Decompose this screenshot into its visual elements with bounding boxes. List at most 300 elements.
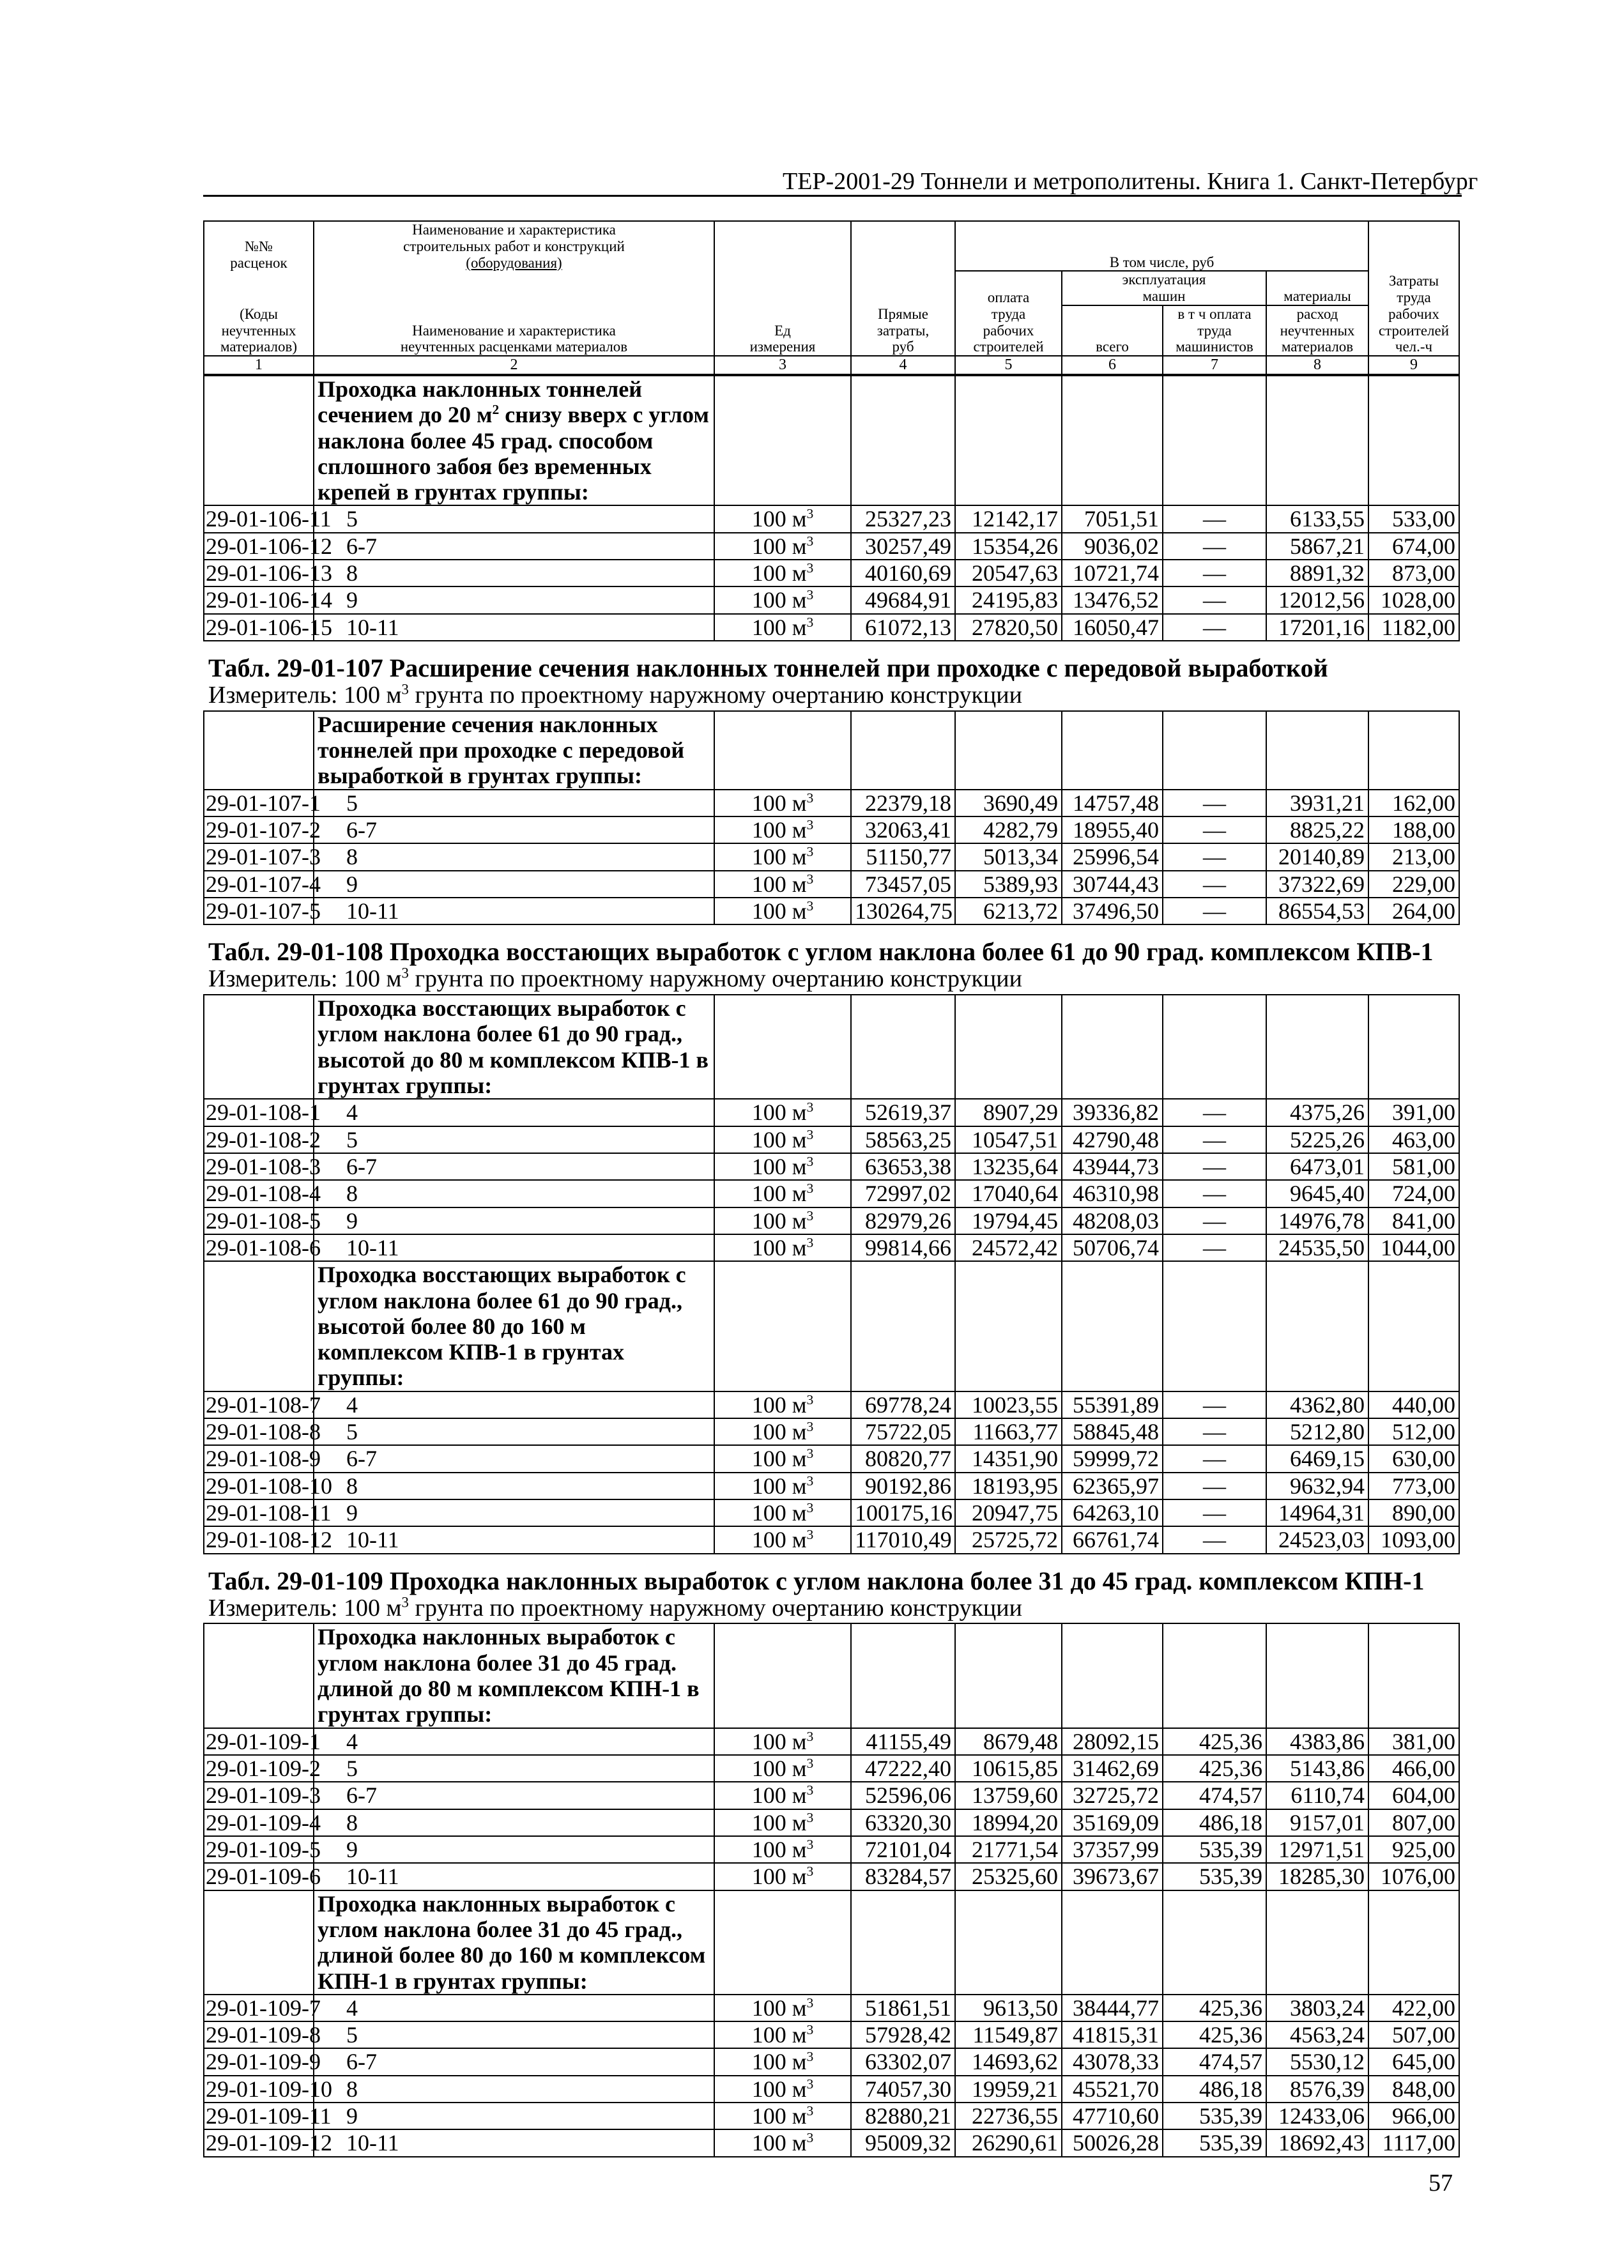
cell-group: 6-7 — [314, 816, 714, 843]
cell-group: 6-7 — [314, 2048, 714, 2075]
header-text: оплата — [987, 289, 1030, 305]
cell-operators: 535,39 — [1163, 1836, 1266, 1863]
cell-direct: 69778,24 — [851, 1391, 955, 1418]
cell-operators: 535,39 — [1163, 2129, 1266, 2156]
empty-cell — [1368, 376, 1459, 506]
cell-direct: 49684,91 — [851, 586, 955, 613]
work-description: Проходка восстающих выработок с углом наклона более 61 до 90 град., высотой более 80 до 160 м комплексом КПВ-1 в грунтах группы: — [314, 1261, 714, 1391]
table-row — [204, 816, 1459, 843]
cell-labor: 10615,85 — [955, 1755, 1062, 1782]
cell-labor: 27820,50 — [955, 614, 1062, 641]
cell-code: 29-01-109-1 — [204, 1728, 314, 1755]
cell-group: 9 — [314, 1836, 714, 1863]
cell-materials: 12012,56 — [1266, 586, 1368, 613]
cell-hours: 1076,00 — [1368, 1863, 1459, 1890]
header-text: (Коды — [240, 305, 278, 322]
work-description: Проходка наклонных тоннелей сечением до 20 $м^2$ снизу вверх с углом наклона более 45 град. способом сплошного забоя без временных крепей в грунтах группы: — [314, 376, 714, 506]
cell-group: 8 — [314, 1809, 714, 1836]
cell-machines: 41815,31 — [1062, 2021, 1163, 2048]
cell-code: 29-01-106-11 — [204, 505, 314, 532]
cell-direct: 73457,05 — [851, 871, 955, 898]
cell-materials: 12971,51 — [1266, 1836, 1368, 1863]
cell-direct: 117010,49 — [851, 1526, 955, 1553]
header-text: материалов — [1281, 339, 1354, 355]
cell-materials: 6469,15 — [1266, 1445, 1368, 1472]
cell-hours: 422,00 — [1368, 1995, 1459, 2021]
cell-code: 29-01-108-4 — [204, 1180, 314, 1207]
cell-code: 29-01-109-3 — [204, 1782, 314, 1809]
empty-cell — [955, 1623, 1062, 1728]
cell-operators: — — [1163, 898, 1266, 924]
rates-table — [203, 994, 1460, 1554]
cell-labor: 8679,48 — [955, 1728, 1062, 1755]
cell-machines: 37496,50 — [1062, 898, 1163, 924]
cell-unit: 100 $м^3$ — [714, 1499, 851, 1526]
table-row — [204, 1782, 1459, 1809]
cell-machines: 50706,74 — [1062, 1234, 1163, 1261]
cell-hours: 1044,00 — [1368, 1234, 1459, 1261]
cell-materials: 8891,32 — [1266, 560, 1368, 586]
cell-machines: 50026,28 — [1062, 2129, 1163, 2156]
rates-table — [203, 1623, 1460, 2157]
cell-hours: 674,00 — [1368, 533, 1459, 560]
cell-labor: 25725,72 — [955, 1526, 1062, 1553]
cell-labor: 19794,45 — [955, 1207, 1062, 1234]
cell-direct: 100175,16 — [851, 1499, 955, 1526]
empty-cell — [1266, 1261, 1368, 1391]
cell-materials: 14976,78 — [1266, 1207, 1368, 1234]
cell-materials: 18285,30 — [1266, 1863, 1368, 1890]
cell-hours: 645,00 — [1368, 2048, 1459, 2075]
header-text: строителей — [973, 339, 1044, 355]
cell-operators: 425,36 — [1163, 2021, 1266, 2048]
column-number: 1 — [204, 356, 314, 374]
cell-machines: 45521,70 — [1062, 2076, 1163, 2103]
cell-hours: 848,00 — [1368, 2076, 1459, 2103]
cell-code: 29-01-109-8 — [204, 2021, 314, 2048]
header-expl — [1062, 271, 1266, 305]
cell-labor: 26290,61 — [955, 2129, 1062, 2156]
cell-group: 4 — [314, 1099, 714, 1126]
header-text: машин — [1142, 288, 1186, 304]
empty-cell — [1368, 711, 1459, 790]
column-numbers-row — [204, 356, 1459, 374]
header-text: эксплуатация — [1122, 272, 1206, 288]
work-description: Расширение сечения наклонных тоннелей при проходке с передовой выработкой в грунтах группы: — [314, 711, 714, 790]
cell-operators: — — [1163, 1418, 1266, 1445]
cell-materials: 5867,21 — [1266, 533, 1368, 560]
table-row — [204, 843, 1459, 870]
cell-materials: 8576,39 — [1266, 2076, 1368, 2103]
cell-materials: 9157,01 — [1266, 1809, 1368, 1836]
cell-labor: 13235,64 — [955, 1153, 1062, 1180]
table-measure: Измеритель: 100 $м^3$ грунта по проектному наружному очертанию конструкции — [208, 965, 1022, 993]
cell-direct: 63653,38 — [851, 1153, 955, 1180]
cell-labor: 21771,54 — [955, 1836, 1062, 1863]
cell-hours: 463,00 — [1368, 1126, 1459, 1153]
cell-machines: 59999,72 — [1062, 1445, 1163, 1472]
cell-operators: 425,36 — [1163, 1995, 1266, 2021]
cell-hours: 1028,00 — [1368, 586, 1459, 613]
column-number: 9 — [1368, 356, 1459, 374]
cell-group: 8 — [314, 1180, 714, 1207]
empty-cell — [851, 995, 955, 1099]
table-row — [204, 898, 1459, 924]
cell-code: 29-01-109-6 — [204, 1863, 314, 1890]
cell-machines: 43944,73 — [1062, 1153, 1163, 1180]
table-row — [204, 871, 1459, 898]
cell-direct: 82880,21 — [851, 2103, 955, 2129]
cell-machines: 9036,02 — [1062, 533, 1163, 560]
empty-cell — [851, 1890, 955, 1995]
header-text: Прямые — [878, 305, 928, 322]
cell-group: 6-7 — [314, 1445, 714, 1472]
cell-materials: 4383,86 — [1266, 1728, 1368, 1755]
header-col3 — [714, 221, 851, 356]
cell-group: 9 — [314, 2103, 714, 2129]
cell-code: 29-01-106-14 — [204, 586, 314, 613]
cell-operators: 425,36 — [1163, 1728, 1266, 1755]
rates-sheet — [203, 220, 1459, 2157]
header-text: (оборудования) — [466, 254, 562, 271]
cell-labor: 5013,34 — [955, 843, 1062, 870]
cell-materials: 20140,89 — [1266, 843, 1368, 870]
cell-materials: 9645,40 — [1266, 1180, 1368, 1207]
cell-group: 5 — [314, 1126, 714, 1153]
header-text: труда — [991, 305, 1026, 322]
cell-operators: — — [1163, 560, 1266, 586]
header-text: Ед — [774, 322, 791, 339]
cell-direct: 72101,04 — [851, 1836, 955, 1863]
cell-operators: — — [1163, 505, 1266, 532]
header-text: руб — [892, 339, 914, 355]
cell-unit: 100 $м^3$ — [714, 2021, 851, 2048]
cell-materials: 24523,03 — [1266, 1526, 1368, 1553]
table-title: Табл. 29-01-109 Проходка наклонных выработок с углом наклона более 31 до 45 град. комплексом КПН-1 — [208, 1566, 1425, 1595]
cell-labor: 8907,29 — [955, 1099, 1062, 1126]
cell-group: 9 — [314, 586, 714, 613]
cell-unit: 100 $м^3$ — [714, 614, 851, 641]
cell-machines: 39673,67 — [1062, 1863, 1163, 1890]
cell-operators: — — [1163, 1499, 1266, 1526]
cell-code: 29-01-109-7 — [204, 1995, 314, 2021]
table-row — [204, 2021, 1459, 2048]
header-text: труда — [1197, 322, 1232, 339]
work-description: Проходка наклонных выработок с углом наклона более 31 до 45 град., длиной более 80 до 160 м комплексом КПН-1 в грунтах группы: — [314, 1890, 714, 1995]
cell-code: 29-01-108-1 — [204, 1099, 314, 1126]
cell-hours: 773,00 — [1368, 1473, 1459, 1499]
empty-cell — [1266, 1623, 1368, 1728]
cell-machines: 18955,40 — [1062, 816, 1163, 843]
empty-cell — [714, 1261, 851, 1391]
empty-cell — [204, 1623, 314, 1728]
cell-direct: 51150,77 — [851, 843, 955, 870]
cell-direct: 99814,66 — [851, 1234, 955, 1261]
header-col1-mid — [204, 271, 314, 305]
cell-unit: 100 $м^3$ — [714, 1782, 851, 1809]
cell-materials: 86554,53 — [1266, 898, 1368, 924]
description-row — [204, 1261, 1459, 1391]
cell-materials: 17201,16 — [1266, 614, 1368, 641]
cell-operators: — — [1163, 1391, 1266, 1418]
empty-cell — [1266, 376, 1368, 506]
cell-unit: 100 $м^3$ — [714, 1207, 851, 1234]
cell-unit: 100 $м^3$ — [714, 1445, 851, 1472]
cell-direct: 95009,32 — [851, 2129, 955, 2156]
cell-materials: 6110,74 — [1266, 1782, 1368, 1809]
cell-operators: 535,39 — [1163, 1863, 1266, 1890]
cell-machines: 58845,48 — [1062, 1418, 1163, 1445]
table-title: Табл. 29-01-107 Расширение сечения наклонных тоннелей при проходке с передовой выработкой — [208, 654, 1328, 682]
cell-machines: 32725,72 — [1062, 1782, 1163, 1809]
table-row — [204, 1995, 1459, 2021]
empty-cell — [1062, 1261, 1163, 1391]
header-col6: всего — [1062, 305, 1163, 356]
header-text: в т ч оплата — [1177, 305, 1252, 322]
cell-direct: 63302,07 — [851, 2048, 955, 2075]
cell-unit: 100 $м^3$ — [714, 871, 851, 898]
cell-labor: 4282,79 — [955, 816, 1062, 843]
cell-operators: — — [1163, 1126, 1266, 1153]
cell-operators: 425,36 — [1163, 1755, 1266, 1782]
cell-hours: 841,00 — [1368, 1207, 1459, 1234]
cell-group: 6-7 — [314, 1782, 714, 1809]
cell-operators: — — [1163, 586, 1266, 613]
cell-machines: 42790,48 — [1062, 1126, 1163, 1153]
cell-group: 10-11 — [314, 1863, 714, 1890]
cell-hours: 440,00 — [1368, 1391, 1459, 1418]
table-row — [204, 790, 1459, 816]
cell-code: 29-01-108-10 — [204, 1473, 314, 1499]
header-col2-bottom — [314, 305, 714, 356]
header-text: измерения — [749, 339, 816, 355]
empty-cell — [955, 711, 1062, 790]
header-text: расход — [1296, 305, 1338, 322]
header-incl: В том числе, руб — [955, 221, 1368, 271]
cell-machines: 14757,48 — [1062, 790, 1163, 816]
cell-group: 10-11 — [314, 2129, 714, 2156]
cell-group: 9 — [314, 1207, 714, 1234]
cell-hours: 724,00 — [1368, 1180, 1459, 1207]
header-text: чел.-ч — [1395, 339, 1433, 355]
cell-direct: 32063,41 — [851, 816, 955, 843]
cell-direct: 57928,42 — [851, 2021, 955, 2048]
cell-materials: 18692,43 — [1266, 2129, 1368, 2156]
cell-operators: — — [1163, 1445, 1266, 1472]
cell-labor: 18193,95 — [955, 1473, 1062, 1499]
cell-materials: 4362,80 — [1266, 1391, 1368, 1418]
cell-machines: 30744,43 — [1062, 871, 1163, 898]
cell-labor: 11549,87 — [955, 2021, 1062, 2048]
cell-code: 29-01-109-4 — [204, 1809, 314, 1836]
cell-labor: 3690,49 — [955, 790, 1062, 816]
cell-code: 29-01-109-2 — [204, 1755, 314, 1782]
table-row — [204, 614, 1459, 641]
cell-unit: 100 $м^3$ — [714, 1418, 851, 1445]
cell-code: 29-01-107-1 — [204, 790, 314, 816]
cell-labor: 25325,60 — [955, 1863, 1062, 1890]
cell-code: 29-01-108-7 — [204, 1391, 314, 1418]
sections — [203, 375, 1459, 2157]
cell-direct: 90192,86 — [851, 1473, 955, 1499]
cell-unit: 100 $м^3$ — [714, 2103, 851, 2129]
cell-hours: 466,00 — [1368, 1755, 1459, 1782]
empty-cell — [1163, 995, 1266, 1099]
table-row — [204, 1863, 1459, 1890]
table-row — [204, 1445, 1459, 1472]
cell-code: 29-01-108-5 — [204, 1207, 314, 1234]
cell-hours: 1093,00 — [1368, 1526, 1459, 1553]
table-row — [204, 2076, 1459, 2103]
header-text: расценок — [230, 254, 287, 271]
table-row — [204, 1836, 1459, 1863]
cell-labor: 19959,21 — [955, 2076, 1062, 2103]
cell-unit: 100 $м^3$ — [714, 1099, 851, 1126]
empty-cell — [851, 1261, 955, 1391]
empty-cell — [1062, 1623, 1163, 1728]
cell-code: 29-01-109-11 — [204, 2103, 314, 2129]
cell-code: 29-01-107-3 — [204, 843, 314, 870]
empty-cell — [955, 995, 1062, 1099]
empty-cell — [851, 711, 955, 790]
table-row — [204, 1153, 1459, 1180]
empty-cell — [1163, 1623, 1266, 1728]
cell-unit: 100 $м^3$ — [714, 1391, 851, 1418]
cell-materials: 6473,01 — [1266, 1153, 1368, 1180]
cell-machines: 39336,82 — [1062, 1099, 1163, 1126]
cell-operators: — — [1163, 1153, 1266, 1180]
cell-code: 29-01-108-2 — [204, 1126, 314, 1153]
cell-unit: 100 $м^3$ — [714, 586, 851, 613]
cell-group: 9 — [314, 871, 714, 898]
page-number: 57 — [1429, 2170, 1453, 2196]
empty-cell — [1266, 995, 1368, 1099]
cell-direct: 83284,57 — [851, 1863, 955, 1890]
header-col9 — [1368, 221, 1459, 356]
cell-code: 29-01-107-2 — [204, 816, 314, 843]
cell-group: 8 — [314, 2076, 714, 2103]
cell-direct: 22379,18 — [851, 790, 955, 816]
cell-materials: 37322,69 — [1266, 871, 1368, 898]
cell-unit: 100 $м^3$ — [714, 1526, 851, 1553]
empty-cell — [1163, 1890, 1266, 1995]
cell-unit: 100 $м^3$ — [714, 816, 851, 843]
table-row — [204, 1809, 1459, 1836]
cell-unit: 100 $м^3$ — [714, 1728, 851, 1755]
cell-machines: 16050,47 — [1062, 614, 1163, 641]
cell-unit: 100 $м^3$ — [714, 505, 851, 532]
table-row — [204, 560, 1459, 586]
cell-operators: — — [1163, 790, 1266, 816]
cell-operators: — — [1163, 1473, 1266, 1499]
cell-group: 4 — [314, 1728, 714, 1755]
table-row — [204, 2048, 1459, 2075]
rates-table — [203, 375, 1460, 641]
cell-labor: 12142,17 — [955, 505, 1062, 532]
table-title: Табл. 29-01-108 Проходка восстающих выработок с углом наклона более 61 до 90 град. комплексом КПВ-1 — [208, 937, 1434, 967]
cell-unit: 100 $м^3$ — [714, 1863, 851, 1890]
header-rule — [203, 195, 1462, 197]
header-text: рабочих — [983, 322, 1034, 339]
header-col2-top — [314, 221, 714, 271]
cell-hours: 162,00 — [1368, 790, 1459, 816]
header-col8 — [1266, 305, 1368, 356]
header-text: машинистов — [1176, 339, 1253, 355]
empty-cell — [851, 1623, 955, 1728]
header-text: №№ — [245, 238, 273, 254]
cell-machines: 55391,89 — [1062, 1391, 1163, 1418]
cell-labor: 11663,77 — [955, 1418, 1062, 1445]
table-row — [204, 1207, 1459, 1234]
cell-labor: 20947,75 — [955, 1499, 1062, 1526]
cell-hours: 188,00 — [1368, 816, 1459, 843]
cell-operators: — — [1163, 843, 1266, 870]
empty-cell — [1062, 711, 1163, 790]
cell-direct: 61072,13 — [851, 614, 955, 641]
header-text: рабочих — [1388, 305, 1439, 322]
cell-direct: 80820,77 — [851, 1445, 955, 1472]
cell-direct: 25327,23 — [851, 505, 955, 532]
header-text: неучтенных — [1280, 322, 1355, 339]
cell-hours: 213,00 — [1368, 843, 1459, 870]
table-row — [204, 1418, 1459, 1445]
cell-hours: 581,00 — [1368, 1153, 1459, 1180]
cell-labor: 18994,20 — [955, 1809, 1062, 1836]
header-col1-bottom — [204, 305, 314, 356]
empty-cell — [204, 995, 314, 1099]
cell-materials: 3931,21 — [1266, 790, 1368, 816]
cell-code: 29-01-108-3 — [204, 1153, 314, 1180]
cell-materials: 12433,06 — [1266, 2103, 1368, 2129]
cell-code: 29-01-108-11 — [204, 1499, 314, 1526]
description-row — [204, 1890, 1459, 1995]
cell-machines: 48208,03 — [1062, 1207, 1163, 1234]
table-row — [204, 505, 1459, 532]
header-text: Затраты — [1388, 273, 1439, 289]
cell-direct: 52619,37 — [851, 1099, 955, 1126]
column-number: 7 — [1163, 356, 1266, 374]
header-text: затраты, — [877, 322, 930, 339]
header-text: неучтенных расценками материалов — [400, 339, 628, 355]
column-number: 8 — [1266, 356, 1368, 374]
cell-materials: 24535,50 — [1266, 1234, 1368, 1261]
cell-machines: 35169,09 — [1062, 1809, 1163, 1836]
cell-hours: 533,00 — [1368, 505, 1459, 532]
cell-hours: 1117,00 — [1368, 2129, 1459, 2156]
cell-machines: 43078,33 — [1062, 2048, 1163, 2075]
table-row — [204, 586, 1459, 613]
cell-machines: 66761,74 — [1062, 1526, 1163, 1553]
header-text: строителей — [1378, 322, 1450, 339]
running-header: ТЕР-2001-29 Тоннели и метрополитены. Книга 1. Санкт-Петербург — [783, 168, 1478, 195]
cell-operators: 535,39 — [1163, 2103, 1266, 2129]
cell-labor: 9613,50 — [955, 1995, 1062, 2021]
cell-labor: 22736,55 — [955, 2103, 1062, 2129]
header-text: труда — [1397, 289, 1431, 305]
empty-cell — [204, 376, 314, 506]
cell-hours: 1182,00 — [1368, 614, 1459, 641]
cell-direct: 47222,40 — [851, 1755, 955, 1782]
cell-machines: 47710,60 — [1062, 2103, 1163, 2129]
empty-cell — [714, 376, 851, 506]
empty-cell — [204, 711, 314, 790]
cell-labor: 24572,42 — [955, 1234, 1062, 1261]
header-text: Наименование и характеристика — [412, 322, 616, 339]
cell-group: 10-11 — [314, 1526, 714, 1553]
cell-labor: 10547,51 — [955, 1126, 1062, 1153]
column-number: 6 — [1062, 356, 1163, 374]
header-text: строительных работ и конструкций — [403, 238, 625, 254]
